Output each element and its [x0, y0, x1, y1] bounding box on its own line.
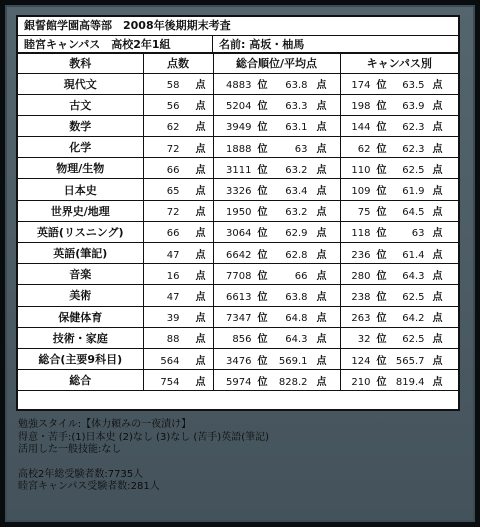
- points-unit: 点: [316, 334, 327, 346]
- score-value: 47: [166, 249, 180, 261]
- header-rank: 総合順位/平均点: [213, 54, 340, 73]
- rank-unit: 位: [257, 164, 268, 176]
- campus-avg-value: 64.5: [402, 207, 425, 219]
- rank-value: 7347: [226, 313, 252, 325]
- points-unit: 点: [432, 376, 443, 388]
- table-row: [18, 200, 458, 221]
- campus-avg-value: 64.3: [402, 270, 425, 282]
- score-value: 88: [166, 334, 180, 346]
- rank-value: 7708: [226, 270, 252, 282]
- campus-cell: [340, 285, 458, 306]
- score-cell: [143, 264, 213, 285]
- points-unit: 点: [432, 80, 443, 92]
- rank-value: 3326: [226, 186, 252, 198]
- subject-cell: 総合(主要9科目): [18, 348, 143, 369]
- student-name: 名前: 高坂・柚馬: [219, 38, 305, 51]
- score-value: 56: [166, 101, 180, 113]
- campus-avg-value: 565.7: [395, 355, 425, 367]
- rank-cell: [213, 348, 340, 369]
- campus-avg-value: 64.2: [402, 313, 425, 325]
- subject-cell: 数学: [18, 115, 143, 136]
- points-unit: 点: [195, 101, 206, 113]
- score-cell: [143, 94, 213, 115]
- table-row: [18, 221, 458, 242]
- score-cell: [143, 179, 213, 200]
- campus-cell: [340, 370, 458, 391]
- points-unit: 点: [432, 101, 443, 113]
- points-unit: 点: [195, 80, 206, 92]
- points-unit: 点: [195, 207, 206, 219]
- subject-cell: 日本史: [18, 179, 143, 200]
- avg-value: 63.4: [285, 186, 308, 198]
- score-value: 62: [166, 122, 180, 134]
- points-unit: 点: [432, 207, 443, 219]
- score-cell: [143, 348, 213, 369]
- points-unit: 点: [432, 143, 443, 155]
- score-value: 72: [166, 207, 180, 219]
- campus-cell: [340, 179, 458, 200]
- campus-avg-value: 62.5: [402, 334, 425, 346]
- subject-cell: 総合: [18, 370, 143, 391]
- avg-value: 62.9: [285, 228, 308, 240]
- campus-cell: [340, 327, 458, 348]
- header-score: 点数: [143, 54, 213, 73]
- score-value: 66: [166, 228, 180, 240]
- score-value: 58: [166, 80, 180, 92]
- campus-cell: [340, 200, 458, 221]
- avg-value: 63.1: [285, 122, 308, 134]
- score-cell: [143, 158, 213, 179]
- points-unit: 点: [432, 291, 443, 303]
- avg-value: 63.8: [285, 291, 308, 303]
- subject-cell: 化学: [18, 137, 143, 158]
- rank-cell: [213, 158, 340, 179]
- rank-cell: [213, 285, 340, 306]
- rank-value: 1950: [226, 207, 252, 219]
- rank-unit: 位: [376, 101, 387, 113]
- points-unit: 点: [432, 270, 443, 282]
- score-value: 564: [160, 355, 180, 367]
- score-value: 39: [166, 313, 180, 325]
- rank-unit: 位: [376, 186, 387, 198]
- campus-avg-value: 62.3: [402, 143, 425, 155]
- avg-value: 63.3: [285, 101, 308, 113]
- points-unit: 点: [316, 80, 327, 92]
- points-unit: 点: [195, 291, 206, 303]
- report-card: [16, 15, 460, 411]
- score-cell: [143, 200, 213, 221]
- subject-cell: 物理/生物: [18, 158, 143, 179]
- rank-value: 856: [232, 334, 252, 346]
- table-row: [18, 348, 458, 369]
- campus-cell: [340, 348, 458, 369]
- rank-value: 3111: [226, 164, 252, 176]
- campus-cell: [340, 94, 458, 115]
- avg-value: 62.8: [285, 249, 308, 261]
- points-unit: 点: [316, 228, 327, 240]
- subject-cell: 音楽: [18, 264, 143, 285]
- rank-unit: 位: [257, 80, 268, 92]
- score-value: 16: [166, 270, 180, 282]
- points-unit: 点: [195, 376, 206, 388]
- rank-unit: 位: [257, 376, 268, 388]
- campus-cell: [340, 306, 458, 327]
- rank-unit: 位: [376, 80, 387, 92]
- campus-rank-value: 124: [351, 355, 371, 367]
- rank-unit: 位: [376, 334, 387, 346]
- avg-value: 66: [294, 270, 308, 282]
- campus-rank-value: 110: [351, 164, 371, 176]
- rank-cell: [213, 200, 340, 221]
- table-row: [18, 327, 458, 348]
- header-campus: キャンパス別: [340, 54, 458, 73]
- avg-value: 63.2: [285, 164, 308, 176]
- rank-unit: 位: [257, 101, 268, 113]
- rank-unit: 位: [376, 122, 387, 134]
- campus-cell: [340, 158, 458, 179]
- rank-unit: 位: [257, 143, 268, 155]
- campus-rank-value: 75: [357, 207, 371, 219]
- rank-unit: 位: [257, 207, 268, 219]
- header-subject: 教科: [18, 54, 143, 73]
- rank-unit: 位: [376, 164, 387, 176]
- notes-panel: [18, 419, 458, 494]
- campus-cell: [340, 73, 458, 94]
- campus-cell: [340, 115, 458, 136]
- rank-cell: [213, 137, 340, 158]
- campus-rank-value: 62: [357, 143, 371, 155]
- rank-value: 5974: [226, 376, 252, 388]
- score-value: 754: [160, 376, 180, 388]
- score-value: 47: [166, 291, 180, 303]
- campus-rank-value: 280: [351, 270, 371, 282]
- points-unit: 点: [195, 334, 206, 346]
- rank-cell: [213, 264, 340, 285]
- avg-value: 828.2: [278, 376, 308, 388]
- campus-rank-value: 210: [351, 376, 371, 388]
- score-value: 65: [166, 186, 180, 198]
- points-unit: 点: [195, 355, 206, 367]
- subject-cell: 美術: [18, 285, 143, 306]
- campus-avg-value: 63.5: [402, 80, 425, 92]
- rank-cell: [213, 179, 340, 200]
- rank-value: 3064: [226, 228, 252, 240]
- points-unit: 点: [316, 207, 327, 219]
- points-unit: 点: [195, 164, 206, 176]
- points-unit: 点: [195, 228, 206, 240]
- rank-value: 5204: [226, 101, 252, 113]
- points-unit: 点: [195, 122, 206, 134]
- rank-unit: 位: [376, 228, 387, 240]
- campus-avg-value: 61.9: [402, 186, 425, 198]
- score-cell: [143, 243, 213, 264]
- score-cell: [143, 221, 213, 242]
- avg-value: 569.1: [278, 355, 308, 367]
- score-cell: [143, 115, 213, 136]
- rank-unit: 位: [376, 270, 387, 282]
- score-cell: [143, 73, 213, 94]
- table-row: [18, 179, 458, 200]
- rank-unit: 位: [257, 334, 268, 346]
- campus-rank-value: 32: [357, 334, 371, 346]
- rank-value: 6642: [226, 249, 252, 261]
- rank-unit: 位: [257, 291, 268, 303]
- rank-cell: [213, 370, 340, 391]
- subject-cell: 英語(リスニング): [18, 221, 143, 242]
- campus-takers: 睦宮キャンパス受験者数:281人: [18, 481, 160, 492]
- subject-cell: 保健体育: [18, 306, 143, 327]
- rank-unit: 位: [257, 270, 268, 282]
- campus-rank-value: 198: [351, 101, 371, 113]
- rank-cell: [213, 221, 340, 242]
- rank-unit: 位: [376, 376, 387, 388]
- subject-cell: 英語(筆記): [18, 243, 143, 264]
- rank-unit: 位: [257, 249, 268, 261]
- points-unit: 点: [432, 313, 443, 325]
- points-unit: 点: [195, 249, 206, 261]
- points-unit: 点: [195, 313, 206, 325]
- avg-value: 63.2: [285, 207, 308, 219]
- points-unit: 点: [195, 143, 206, 155]
- points-unit: 点: [316, 143, 327, 155]
- rank-cell: [213, 243, 340, 264]
- score-cell: [143, 137, 213, 158]
- points-unit: 点: [432, 164, 443, 176]
- rank-unit: 位: [376, 313, 387, 325]
- points-unit: 点: [316, 249, 327, 261]
- avg-value: 64.8: [285, 313, 308, 325]
- points-unit: 点: [432, 334, 443, 346]
- campus-cell: [340, 137, 458, 158]
- score-cell: [143, 306, 213, 327]
- rank-unit: 位: [376, 291, 387, 303]
- rank-value: 6613: [226, 291, 252, 303]
- points-unit: 点: [316, 270, 327, 282]
- campus-rank-value: 144: [351, 122, 371, 134]
- rank-unit: 位: [257, 313, 268, 325]
- rank-value: 3949: [226, 122, 252, 134]
- rank-unit: 位: [376, 249, 387, 261]
- table-row: [18, 243, 458, 264]
- campus-avg-value: 62.5: [402, 164, 425, 176]
- table-row: [18, 73, 458, 94]
- table-row: [18, 285, 458, 306]
- rank-unit: 位: [376, 143, 387, 155]
- strengths-weaknesses: 得意・苦手:(1)日本史 (2)なし (3)なし (苦手)英語(筆記): [18, 431, 270, 443]
- score-value: 72: [166, 143, 180, 155]
- points-unit: 点: [316, 291, 327, 303]
- campus-avg-value: 819.4: [395, 376, 425, 388]
- campus-cell: [340, 221, 458, 242]
- study-style: 勉強スタイル:【体力頼みの一夜漬け】: [18, 419, 192, 430]
- score-cell: [143, 327, 213, 348]
- campus-rank-value: 263: [351, 313, 371, 325]
- points-unit: 点: [316, 101, 327, 113]
- table-row: [18, 115, 458, 136]
- table-row: [18, 158, 458, 179]
- skills-used: 活用した一般技能:なし: [18, 444, 122, 455]
- rank-unit: 位: [257, 122, 268, 134]
- campus-avg-value: 62.5: [402, 291, 425, 303]
- points-unit: 点: [316, 355, 327, 367]
- campus-cell: [340, 243, 458, 264]
- rank-cell: [213, 94, 340, 115]
- avg-value: 63.8: [285, 80, 308, 92]
- table-row: [18, 137, 458, 158]
- points-unit: 点: [432, 122, 443, 134]
- campus-cell: [340, 264, 458, 285]
- points-unit: 点: [432, 228, 443, 240]
- campus-rank-value: 236: [351, 249, 371, 261]
- rank-value: 4883: [226, 80, 252, 92]
- campus-avg-value: 62.3: [402, 122, 425, 134]
- rank-value: 3476: [226, 355, 252, 367]
- table-row: [18, 370, 458, 391]
- campus-avg-value: 63.9: [402, 101, 425, 113]
- rank-unit: 位: [257, 186, 268, 198]
- rank-unit: 位: [376, 355, 387, 367]
- avg-value: 64.3: [285, 334, 308, 346]
- campus-rank-value: 109: [351, 186, 371, 198]
- rank-value: 1888: [226, 143, 252, 155]
- rank-cell: [213, 306, 340, 327]
- campus-rank-value: 174: [351, 80, 371, 92]
- campus-rank-value: 118: [351, 228, 371, 240]
- table-row: [18, 264, 458, 285]
- points-unit: 点: [316, 186, 327, 198]
- student-info-row: [18, 36, 458, 54]
- report-title: 銀誓館学園高等部 2008年後期期末考査: [18, 17, 458, 36]
- table-row: [18, 306, 458, 327]
- grades-table: [18, 54, 458, 391]
- subject-cell: 技術・家庭: [18, 327, 143, 348]
- points-unit: 点: [316, 376, 327, 388]
- table-row: [18, 94, 458, 115]
- rank-unit: 位: [257, 228, 268, 240]
- points-unit: 点: [316, 122, 327, 134]
- points-unit: 点: [316, 313, 327, 325]
- avg-value: 63: [294, 143, 308, 155]
- score-value: 66: [166, 164, 180, 176]
- points-unit: 点: [432, 249, 443, 261]
- rank-cell: [213, 327, 340, 348]
- points-unit: 点: [316, 164, 327, 176]
- subject-cell: 世界史/地理: [18, 200, 143, 221]
- points-unit: 点: [432, 355, 443, 367]
- score-cell: [143, 370, 213, 391]
- rank-cell: [213, 115, 340, 136]
- rank-unit: 位: [257, 355, 268, 367]
- points-unit: 点: [195, 186, 206, 198]
- rank-cell: [213, 73, 340, 94]
- campus-rank-value: 238: [351, 291, 371, 303]
- rank-unit: 位: [376, 207, 387, 219]
- table-header-row: [18, 54, 458, 73]
- points-unit: 点: [432, 186, 443, 198]
- campus-avg-value: 61.4: [402, 249, 425, 261]
- score-cell: [143, 285, 213, 306]
- points-unit: 点: [195, 270, 206, 282]
- subject-cell: 現代文: [18, 73, 143, 94]
- total-takers: 高校2年総受験者数:7735人: [18, 468, 144, 480]
- subject-cell: 古文: [18, 94, 143, 115]
- class-label: 睦宮キャンパス 高校2年1組: [18, 36, 213, 52]
- campus-avg-value: 63: [411, 228, 425, 240]
